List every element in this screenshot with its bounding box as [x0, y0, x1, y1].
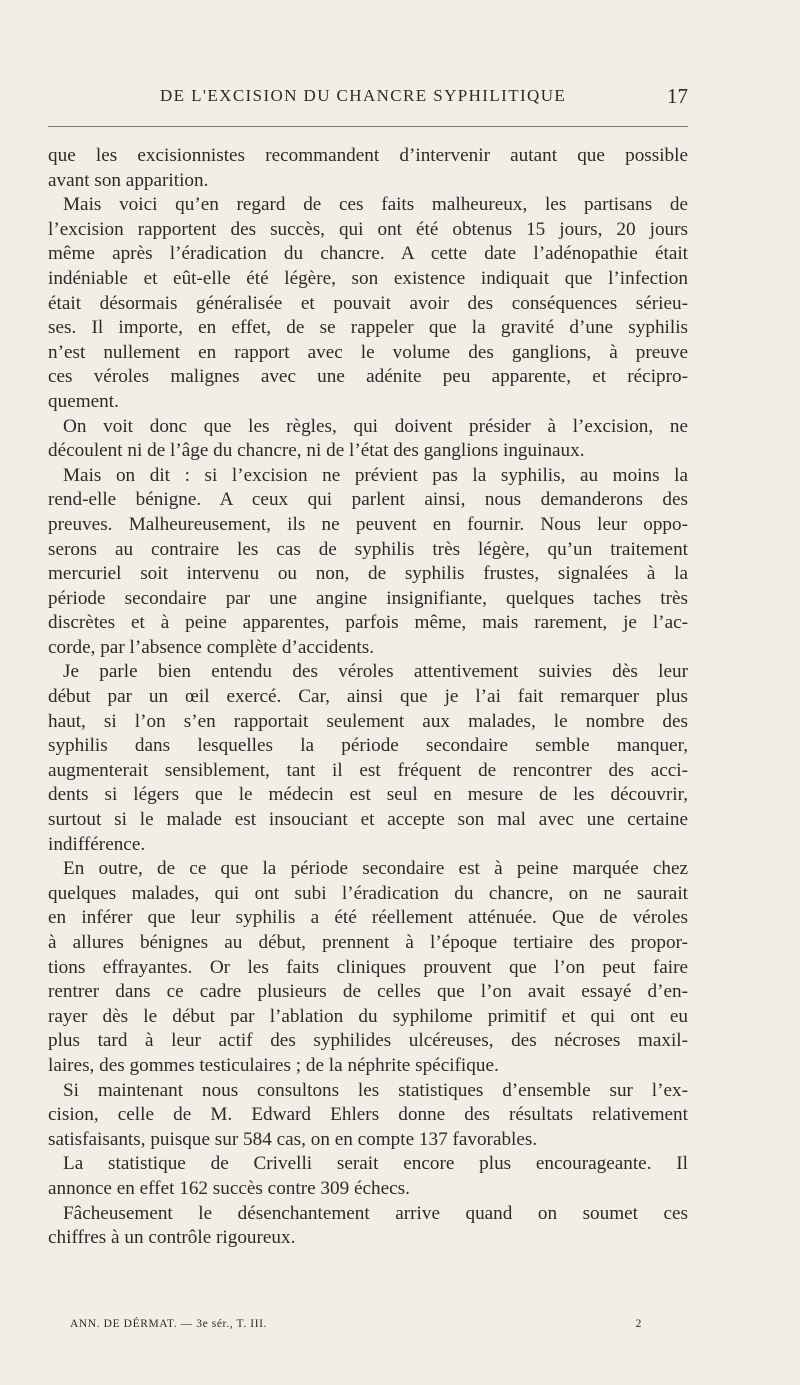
- text-line: plus tard à leur actif des syphilides ulcéreuses, des nécroses maxil-: [48, 1030, 688, 1052]
- text-line: découlent ni de l’âge du chancre, ni de l’état des ganglions inguinaux.: [48, 440, 585, 462]
- text-line: laires, des gommes testiculaires ; de la néphrite spécifique.: [48, 1054, 499, 1076]
- text-line: haut, si l’on s’en rapportait seulement aux malades, le nombre des: [48, 710, 688, 732]
- text-line: chiffres à un contrôle rigoureux.: [48, 1227, 296, 1249]
- text-line: preuves. Malheureusement, ils ne peuvent en fournir. Nous leur oppo-: [48, 513, 688, 535]
- text-line: mercuriel soit intervenu ou non, de syphilis frustes, signalées à la: [48, 563, 688, 585]
- text-line: Mais on dit : si l’excision ne prévient pas la syphilis, au moins la: [63, 464, 688, 486]
- text-line: augmenterait sensiblement, tant il est fréquent de rencontrer des acci-: [48, 759, 688, 781]
- text-line: Fâcheusement le désenchantement arrive quand on soumet ces: [63, 1202, 688, 1224]
- text-line: début par un œil exercé. Car, ainsi que je l’ai fait remarquer plus: [48, 686, 688, 708]
- running-title: DE L'EXCISION DU CHANCRE SYPHILITIQUE: [160, 86, 567, 105]
- text-line: avant son apparition.: [48, 169, 209, 191]
- text-line: tions effrayantes. Or les faits cliniques prouvent que l’on peut faire: [48, 956, 688, 978]
- text-line: l’excision rapportent des succès, qui ont été obtenus 15 jours, 20 jours: [48, 218, 688, 240]
- page-number: 17: [667, 84, 688, 108]
- text-line: Je parle bien entendu des véroles attentivement suivies dès leur: [63, 661, 688, 683]
- text-line: quelques malades, qui ont subi l’éradication du chancre, on ne saurait: [48, 882, 688, 904]
- header-rule: [48, 126, 688, 127]
- text-line: surtout si le malade est insouciant et accepte son mal avec une certaine: [48, 809, 688, 831]
- text-line: Mais voici qu’en regard de ces faits malheureux, les partisans de: [63, 194, 688, 216]
- text-line: indéniable et eût-elle été légère, son existence indiquait que l’infection: [48, 267, 688, 289]
- text-line: satisfaisants, puisque sur 584 cas, on en compte 137 favorables.: [48, 1128, 538, 1150]
- text-line: cision, celle de M. Edward Ehlers donne des résultats relativement: [48, 1104, 688, 1126]
- text-line: annonce en effet 162 succès contre 309 échecs.: [48, 1177, 410, 1199]
- text-line: La statistique de Crivelli serait encore plus encourageante. Il: [63, 1153, 688, 1175]
- page-footer: [70, 1318, 642, 1338]
- text-line: même après l’éradication du chancre. A cette date l’adénopathie était: [48, 243, 688, 265]
- text-line: indifférence.: [48, 833, 146, 855]
- text-line: Si maintenant nous consultons les statistiques d’ensemble sur l’ex-: [63, 1079, 688, 1101]
- text-line: En outre, de ce que la période secondaire est à peine marquée chez: [63, 858, 688, 880]
- page-header: [48, 86, 688, 116]
- text-line: serons au contraire les cas de syphilis très légère, qu’un traitement: [48, 538, 688, 560]
- body-text: [48, 144, 688, 1251]
- text-line: rayer dès le début par l’ablation du syphilome primitif et qui ont eu: [48, 1005, 688, 1027]
- text-line: ces véroles malignes avec une adénite peu apparente, et récipro-: [48, 366, 688, 388]
- text-line: On voit donc que les règles, qui doivent présider à l’excision, ne: [63, 415, 688, 437]
- text-line: corde, par l’absence complète d’accidents.: [48, 636, 375, 658]
- text-line: ses. Il importe, en effet, de se rappeler que la gravité d’une syphilis: [48, 317, 688, 339]
- sheet-number: 2: [635, 1318, 642, 1330]
- text-line: dents si légers que le médecin est seul en mesure de les découvrir,: [48, 784, 688, 806]
- text-line: syphilis dans lesquelles la période secondaire semble manquer,: [48, 735, 688, 757]
- text-line: discrètes et à peine apparentes, parfois même, mais rarement, je l’ac-: [48, 612, 688, 634]
- text-line: quement.: [48, 390, 119, 412]
- text-line: que les excisionnistes recommandent d’intervenir autant que possible: [48, 145, 688, 166]
- text-line: rend-elle bénigne. A ceux qui parlent ainsi, nous demanderons des: [48, 489, 688, 511]
- journal-signature: ANN. DE DÉRMAT. — 3e sér., T. III.: [70, 1318, 268, 1330]
- text-line: n’est nullement en rapport avec le volume des ganglions, à preuve: [48, 341, 688, 363]
- text-line: en inférer que leur syphilis a été réellement atténuée. Que de véroles: [48, 907, 688, 929]
- text-line: période secondaire par une angine insignifiante, quelques taches très: [48, 587, 688, 609]
- text-line: était désormais généralisée et pouvait avoir des conséquences sérieu-: [48, 292, 688, 314]
- text-line: rentrer dans ce cadre plusieurs de celles que l’on avait essayé d’en-: [48, 981, 688, 1003]
- text-line: à allures bénignes au début, prennent à l’époque tertiaire des propor-: [48, 932, 688, 953]
